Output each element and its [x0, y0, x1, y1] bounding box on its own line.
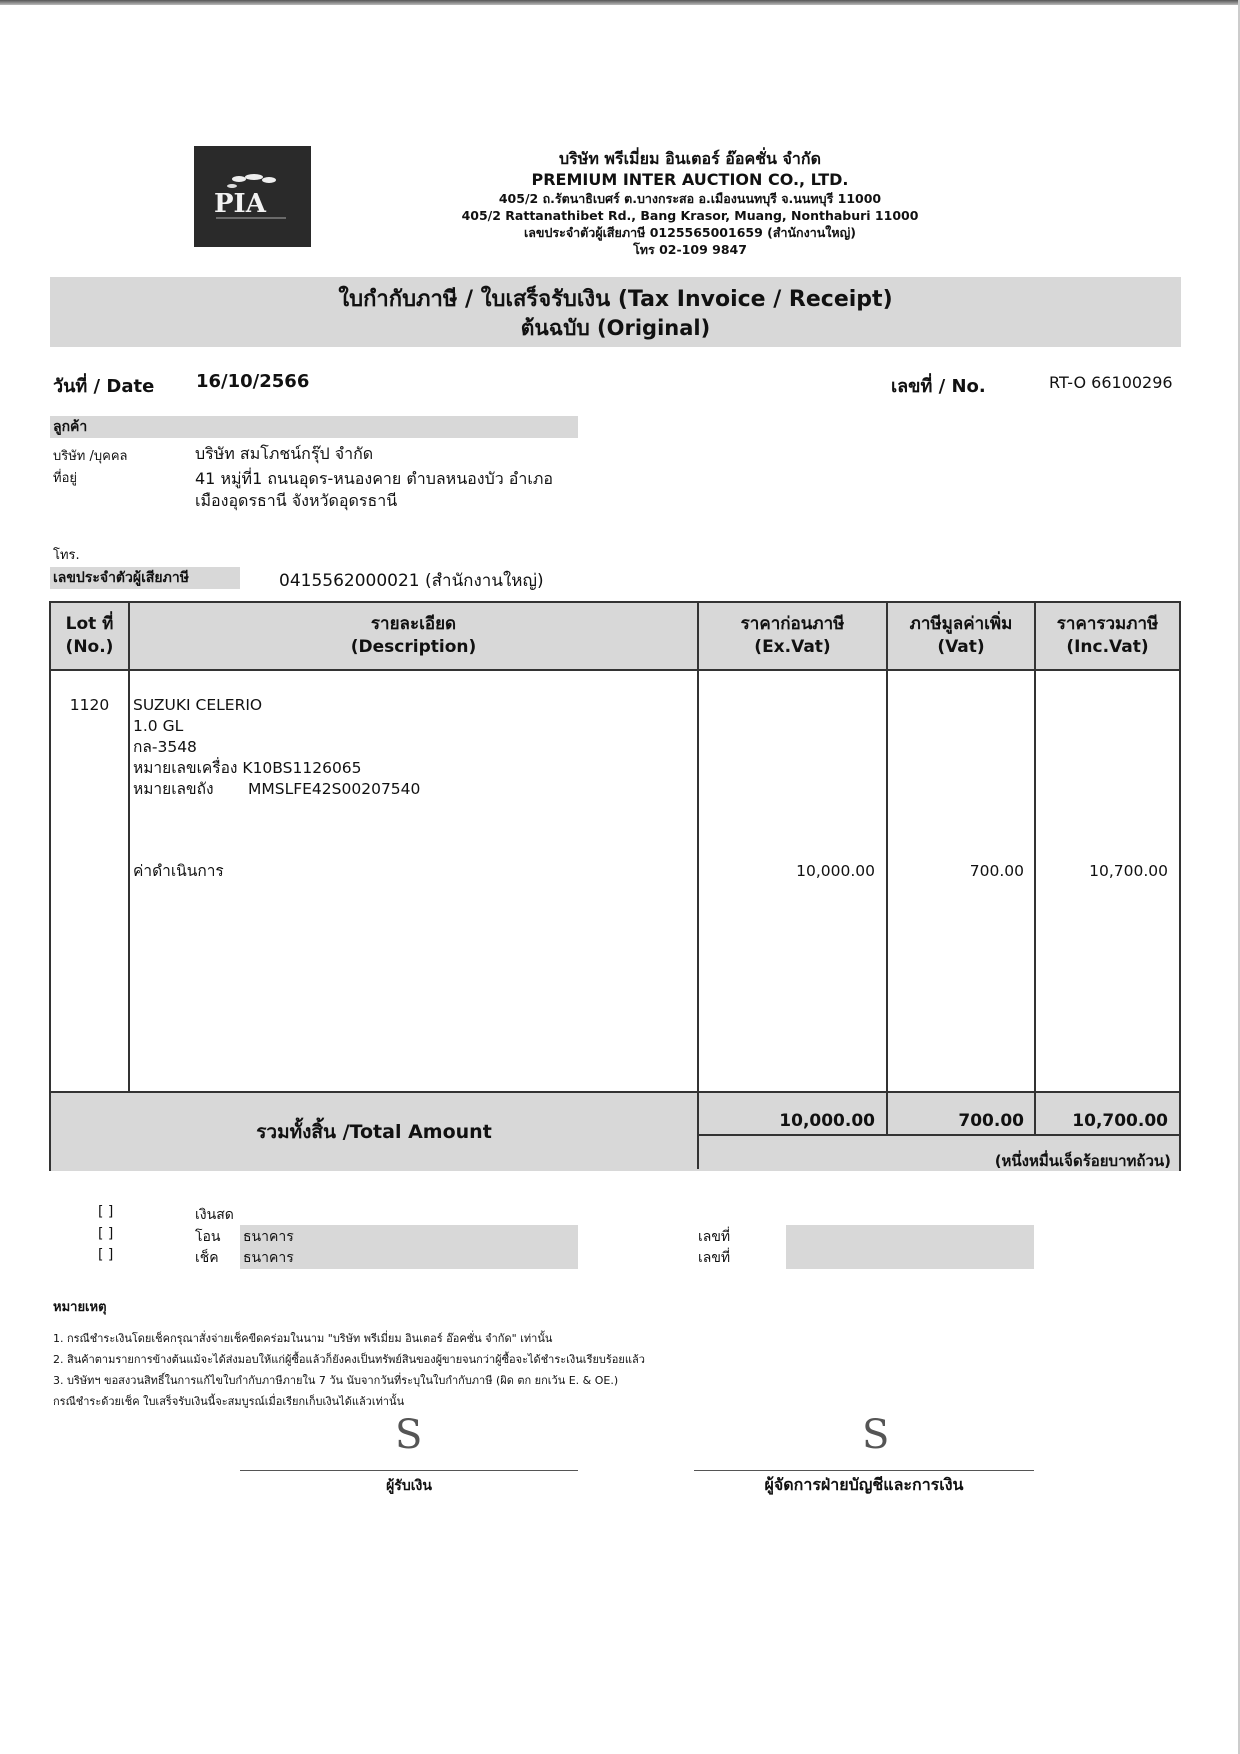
- cheque-checkbox[interactable]: [ ]: [98, 1247, 114, 1263]
- item-line: 1.0 GL: [133, 717, 184, 735]
- cash-label: เงินสด: [195, 1207, 234, 1223]
- payment-number-field[interactable]: [786, 1225, 1034, 1269]
- customer-section-label: ลูกค้า: [53, 419, 88, 435]
- header-lot-line1: Lot ที่: [65, 614, 114, 634]
- note-line: 1. กรณีชำระเงินโดยเช็คกรุณาสั่งจ่ายเช็คขีดคร่อมในนาม "บริษัท พรีเมี่ยม อินเตอร์ อ๊อคชั่น จำกัด" เท่านั้น: [53, 1332, 553, 1345]
- chassis-number: MMSLFE42S00207540: [248, 780, 421, 798]
- fee-vat: 700.00: [969, 862, 1024, 880]
- total-separator: [697, 1134, 1179, 1136]
- customer-name-label: บริษัท /บุคคล: [53, 449, 128, 464]
- chassis-label: หมายเลขถัง: [133, 780, 214, 798]
- cheque-label: เช็ค: [195, 1250, 219, 1266]
- header-vat-line2: (Vat): [937, 637, 985, 657]
- header-vat: [888, 613, 1034, 659]
- column-divider: [697, 603, 699, 1169]
- lot-number: 1120: [69, 696, 110, 714]
- customer-tax-label: เลขประจำตัวผู้เสียภาษี: [50, 567, 240, 589]
- header-lot: [51, 613, 128, 659]
- transfer-checkbox[interactable]: [ ]: [98, 1226, 114, 1242]
- column-divider: [886, 603, 888, 1134]
- company-tax-id: เลขประจำตัวผู้เสียภาษี 0125565001659 (สำนักงานใหญ่): [524, 225, 856, 240]
- company-header: [430, 148, 950, 258]
- customer-tax-id: 0415562000021 (สำนักงานใหญ่): [279, 571, 544, 591]
- receiver-signature-line: [240, 1470, 578, 1471]
- note-line: 3. บริษัทฯ ขอสงวนสิทธิ์ในการแก้ไขใบกำกับภาษีภายใน 7 วัน นับจากวันที่ระบุในใบกำกับภาษี (ผิด ตก ยกเว้น E. & OE.): [53, 1374, 619, 1387]
- cheque-bank-label: ธนาคาร: [243, 1250, 294, 1266]
- document-subtitle: ต้นฉบับ (Original): [520, 316, 711, 340]
- header-incvat: [1036, 613, 1179, 659]
- company-logo: [194, 146, 311, 247]
- column-divider: [128, 603, 130, 1091]
- document-title: ใบกำกับภาษี / ใบเสร็จรับเงิน (Tax Invoice / Receipt): [338, 287, 893, 312]
- total-vat: 700.00: [958, 1111, 1024, 1131]
- customer-address-line2: เมืองอุดรธานี จังหวัดอุดรธานี: [195, 491, 398, 510]
- company-logo-graphic: [194, 146, 311, 247]
- doc-no-label: เลขที่ / No.: [891, 376, 986, 397]
- amount-in-words: (หนึ่งหมื่นเจ็ดร้อยบาทถ้วน): [994, 1152, 1171, 1170]
- document-title-band: [50, 277, 1181, 347]
- company-address-th: 405/2 ถ.รัตนาธิเบศร์ ต.บางกระสอ อ.เมืองนนทบุรี จ.นนทบุรี 11000: [498, 191, 882, 206]
- manager-signature-label: ผู้จัดการฝ่ายบัญชีและการเงิน: [764, 1475, 964, 1494]
- cheque-number-label: เลขที่: [698, 1250, 731, 1266]
- customer-address-label: ที่อยู่: [53, 471, 77, 486]
- item-line: SUZUKI CELERIO: [133, 696, 263, 714]
- customer-phone-label: โทร.: [53, 548, 80, 563]
- items-table: [49, 601, 1181, 1171]
- logo-text: PIA: [214, 189, 266, 219]
- total-incvat: 10,700.00: [1072, 1111, 1168, 1131]
- date-value: 16/10/2566: [196, 371, 310, 392]
- company-phone: โทร 02-109 9847: [633, 242, 747, 257]
- header-description-line1: รายละเอียด: [370, 614, 457, 634]
- company-name-en: PREMIUM INTER AUCTION CO., LTD.: [531, 170, 849, 189]
- total-exvat: 10,000.00: [779, 1111, 875, 1131]
- header-incvat-line1: ราคารวมภาษี: [1056, 614, 1159, 634]
- customer-address-line1: 41 หมู่ที่1 ถนนอุดร-หนองคาย ตำบลหนองบัว อำเภอ: [195, 469, 554, 488]
- customer-name: บริษัท สมโภชน์กรุ๊ป จำกัด: [195, 444, 374, 463]
- item-line: กล-3548: [133, 738, 197, 756]
- scan-top-edge: [0, 0, 1240, 5]
- column-divider: [1034, 603, 1036, 1134]
- notes-title: หมายเหตุ: [53, 1300, 107, 1315]
- manager-signature-mark: S: [862, 1412, 890, 1458]
- receiver-signature-label: ผู้รับเงิน: [386, 1478, 432, 1494]
- fee-label: ค่าดำเนินการ: [133, 862, 224, 880]
- company-address-en: 405/2 Rattanathibet Rd., Bang Krasor, Muang, Nonthaburi 11000: [461, 208, 919, 223]
- header-lot-line2: (No.): [65, 637, 114, 657]
- header-exvat-line2: (Ex.Vat): [754, 637, 831, 657]
- date-label: วันที่ / Date: [53, 376, 155, 397]
- header-exvat-line1: ราคาก่อนภาษี: [740, 614, 845, 634]
- total-label: รวมทั้งสิ้น /Total Amount: [256, 1121, 492, 1143]
- fee-exvat: 10,000.00: [796, 862, 875, 880]
- header-incvat-line2: (Inc.Vat): [1066, 637, 1149, 657]
- header-description-line2: (Description): [350, 637, 477, 657]
- manager-signature-line: [694, 1470, 1034, 1471]
- customer-section-band: [50, 416, 578, 438]
- item-line: หมายเลขเครื่อง K10BS1126065: [133, 759, 362, 777]
- fee-incvat: 10,700.00: [1089, 862, 1168, 880]
- receiver-signature-mark: S: [395, 1412, 423, 1458]
- header-description: [130, 613, 697, 659]
- transfer-number-label: เลขที่: [698, 1229, 731, 1245]
- doc-no-value: RT-O 66100296: [1049, 373, 1173, 392]
- company-name-th: บริษัท พรีเมี่ยม อินเตอร์ อ๊อคชั่น จำกัด: [559, 149, 821, 168]
- transfer-label: โอน: [195, 1229, 221, 1245]
- note-line: 2. สินค้าตามรายการข้างต้นแม้จะได้ส่งมอบให้แก่ผู้ซื้อแล้วก็ยังคงเป็นทรัพย์สินของผู้ขายจนกว่าผู้ซื้อจะได้ชำระเงินเรียบร้อยแล้ว: [53, 1353, 645, 1366]
- header-exvat: [699, 613, 886, 659]
- header-vat-line1: ภาษีมูลค่าเพิ่ม: [909, 614, 1013, 634]
- transfer-bank-label: ธนาคาร: [243, 1229, 294, 1245]
- cash-checkbox[interactable]: [ ]: [98, 1204, 114, 1220]
- note-line: กรณีชำระด้วยเช็ค ใบเสร็จรับเงินนี้จะสมบูรณ์เมื่อเรียกเก็บเงินได้แล้วเท่านั้น: [53, 1395, 405, 1408]
